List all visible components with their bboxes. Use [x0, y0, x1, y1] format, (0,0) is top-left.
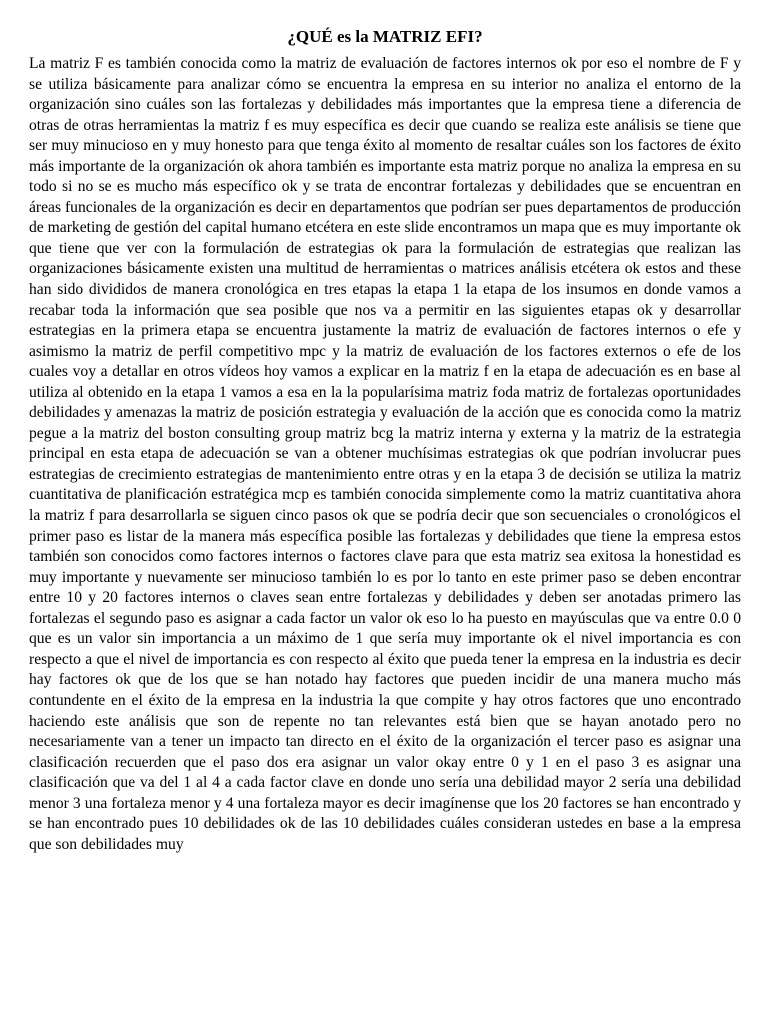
document-title: ¿QUÉ es la MATRIZ EFI? — [287, 27, 483, 46]
document-body-paragraph: La matriz F es también conocida como la matriz de evaluación de factores internos ok por eso el nombre de F y se utiliza básicamente para analizar cómo se encuentra la empresa en su interior no analiza el entorno de la organización sino cuáles son las fortalezas y debilidades más importantes que la empresa tiene a diferencia de otras de otras herramientas la matriz f es muy específica es decir que cuando se realiza este análisis se tiene que ser muy minucioso en y muy honesto para que tenga éxito al momento de resaltar cuáles son los factores de éxito más importante de la organización ok ahora también es importante esta matriz porque no analiza la empresa en su todo si no se es mucho más específico ok y se trata de encontrar fortalezas y debilidades que se encuentran en áreas funcionales de la organización es decir en departamentos que podrían ser pues departamentos de producción de marketing de gestión del capital humano etcétera en este slide encontramos un mapa que es muy importante ok que tiene que ver con la formulación de estrategias ok para la formulación de estrategias que realizan las organizaciones básicamente existen una multitud de herramientas o matrices análisis etcétera ok estos and these han sido divididos de manera cronológica en tres etapas la etapa 1 la etapa de los insumos en donde vamos a recabar toda la información que sea posible que nos va a permitir en las siguientes etapas ok y desarrollar estrategias en la primera etapa se encuentra justamente la matriz de evaluación de factores internos o efe y asimismo la matriz de perfil competitivo mpc y la matriz de evaluación de los factores externos o efe de los cuales voy a detallar en otros vídeos hoy vamos a explicar en la matriz f en la etapa de adecuación es en base al utiliza al obtenido en la etapa 1 vamos a esa en la la popularísima matriz foda matriz de fortalezas oportunidades debilidades y amenazas la matriz de posición estrategia y evaluación de la acción que es conocida como la matriz pegue a la matriz del boston consulting group matriz bcg la matriz interna y externa y la matriz de la estrategia principal en esta etapa de adecuación se van a obtener muchísimas estrategias ok que podrían involucrar pues estrategias de crecimiento estrategias de mantenimiento entre otras y en la etapa 3 de decisión se utiliza la matriz cuantitativa de planificación estratégica mcp es también conocida simplemente como la matriz cuantitativa ahora la matriz f para desarrollarla se siguen cinco pasos ok que se podría decir que son secuenciales o cronológicos el primer paso es listar de la manera más específica posible las fortalezas y debilidades que tiene la empresa estos también son conocidos como factores internos o factores clave para que esta matriz sea exitosa la honestidad es muy importante y nuevamente ser minucioso también lo es por lo tanto en este primer paso se deben encontrar entre 10 y 20 factores internos o claves sean entre fortalezas y debilidades y deben ser anotadas primero las fortalezas el segundo paso es asignar a cada factor un valor ok eso lo ha puesto en mayúsculas que va entre 0.0 0 que es un valor sin importancia a un máximo de 1 que sería muy importante ok el nivel importancia es con respecto a que el nivel de importancia es con respecto al éxito que pueda tener la empresa en la industria es decir hay factores ok que de los que se han notado hay factores que pueden incidir de una manera mucho más contundente en el éxito de la empresa en la industria la que compite y hay otros factores que uno encontrado haciendo este análisis que son de repente no tan relevantes está bien que se hayan anotado pero no necesariamente van a tener un impacto tan directo en el éxito de la organización el tercer paso es asignar una clasificación recuerden que el paso dos era asignar un valor okay entre 0 y 1 en el paso 3 es asignar una clasificación que va del 1 al 4 a cada factor clave en donde uno sería una debilidad mayor 2 sería una debilidad menor 3 una fortaleza menor y 4 una fortaleza mayor es decir imagínense que los 20 factores se han encontrado y se han encontrado pues 10 debilidades ok de las 10 debilidades cuáles consideran ustedes en base a la empresa que son debilidades muy — [29, 55, 741, 853]
